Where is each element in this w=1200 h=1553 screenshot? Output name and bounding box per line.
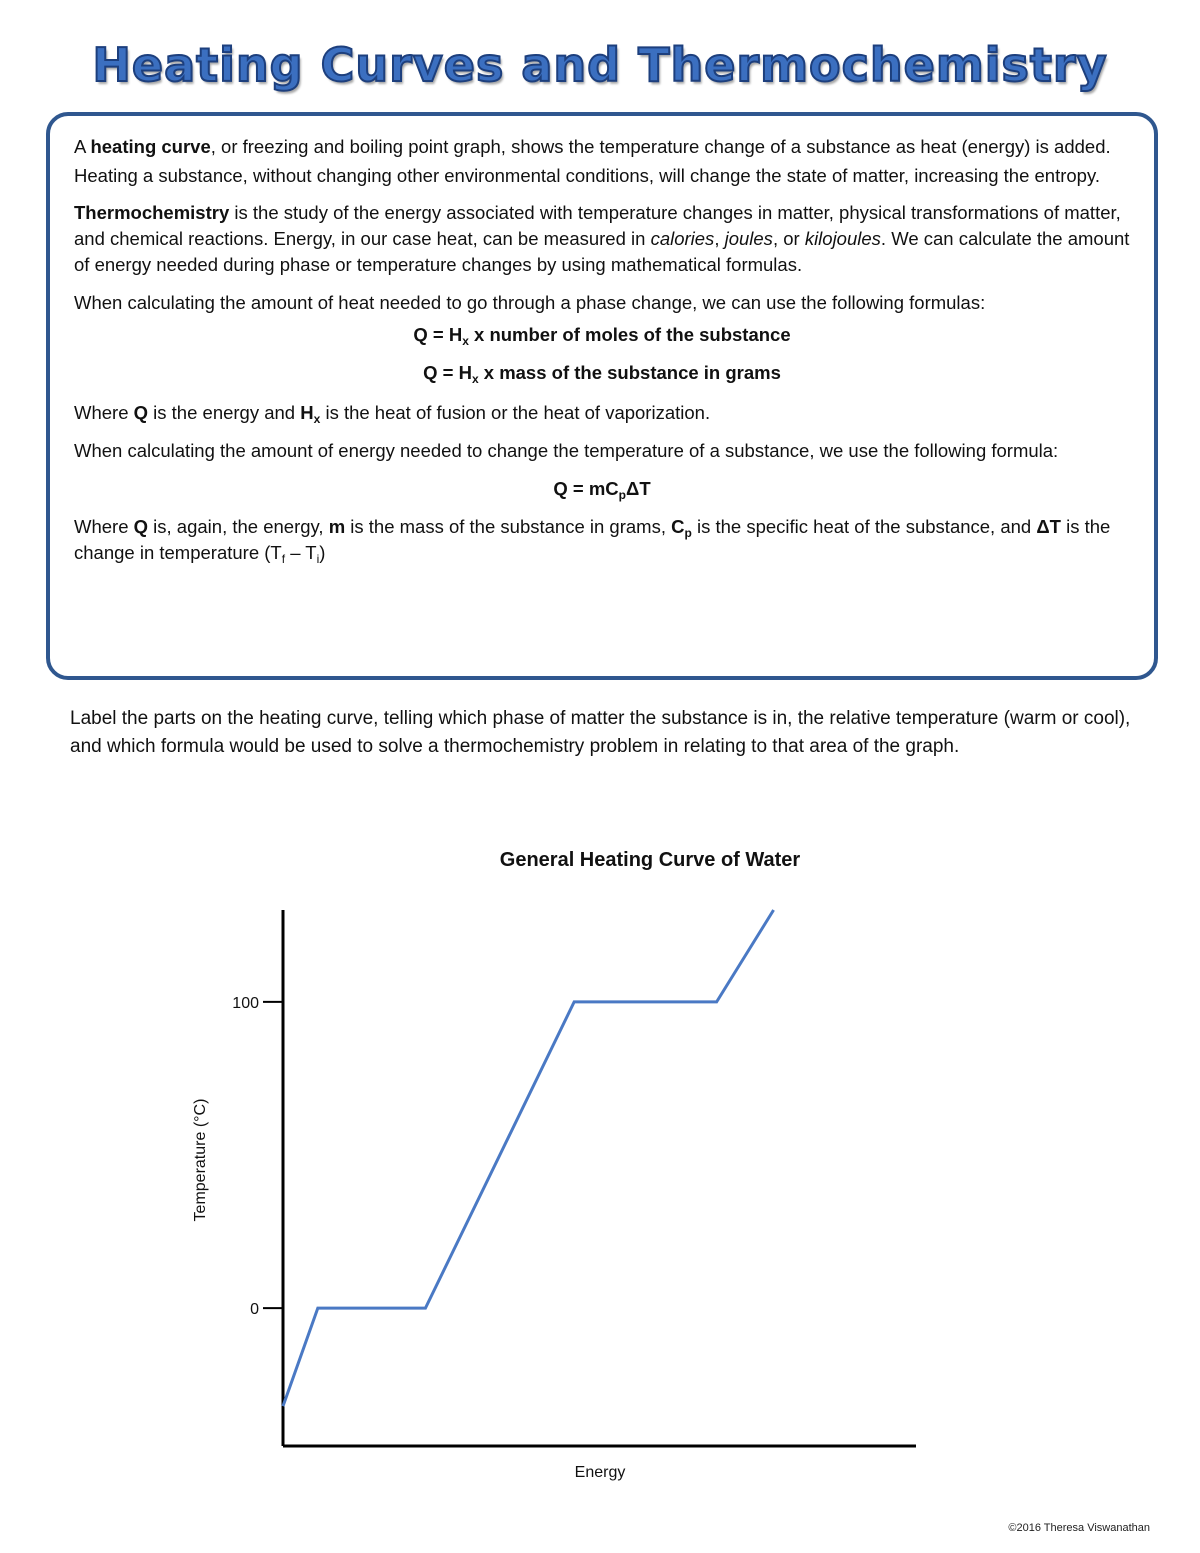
copyright-footer: ©2016 Theresa Viswanathan — [1008, 1522, 1150, 1534]
page-title: Heating Curves and Thermochemistry — [92, 38, 1108, 92]
chart-axes — [232, 910, 916, 1446]
curve-segment-3 — [425, 1002, 574, 1308]
x-axis-label: Energy — [574, 1464, 626, 1481]
heating-curve-chart — [0, 830, 1200, 1510]
info-box — [46, 112, 1158, 680]
phase-change-formulas — [74, 322, 1130, 386]
instructions-text: Label the parts on the heating curve, telling which phase of matter the substance is in, the relative temperature (warm or cool), and which formula would be used to solve a thermochemistry problem in relating to that area of the graph. — [70, 708, 1131, 757]
y-axis-label: Temperature (°C) — [192, 1098, 209, 1222]
curve-segment-5 — [717, 910, 774, 1002]
formula-moles: $Q = H_x$ x number of moles of the substance — [413, 324, 791, 348]
paragraph-variable-definitions: Where Q is, again, the energy, m is the mass of the substance in grams, $C_p$ is the specific heat of the substance, and ΔT is the change in temperature $(T_f - T_i)$ — [74, 516, 1111, 566]
term-thermochemistry: Thermochemistry — [74, 202, 230, 223]
curve-segment-1 — [283, 1308, 318, 1406]
chart-title: General Heating Curve of Water — [499, 849, 801, 871]
paragraph-thermochemistry: Thermochemistry is the study of the energy associated with temperature changes in matter, physical transformations of matter, and chemical reactions. Energy, in our case heat, can be measured in calories, joules, or kilojoules. We can calculate the amount of energy needed during phase or temperature changes by using mathematical formulas. — [74, 202, 1130, 275]
paragraph-phase-change: When calculating the amount of heat needed to go through a phase change, we can use the following formulas: — [74, 292, 986, 313]
paragraph-temperature-change: When calculating the amount of energy needed to change the temperature of a substance, we use the following formula: — [74, 440, 1059, 461]
formula-specific-heat: $Q = mC_p\Delta T$ — [553, 478, 651, 502]
y-tick-label-100: 100 — [232, 994, 259, 1012]
paragraph-heating-curve: A heating curve, or freezing and boiling point graph, shows the temperature change of a substance as heat (energy) is added. Heating a substance, without changing other environmental conditions, will change the state of matter, increasing the entropy. — [74, 136, 1111, 186]
term-heating-curve: heating curve — [90, 136, 211, 157]
chart-marks — [283, 910, 774, 1406]
y-tick-label-0: 0 — [250, 1301, 259, 1319]
paragraph-where-q: Where Q is the energy and $H_x$ is the heat of fusion or the heat of vaporization. — [74, 402, 711, 426]
series-line-0 — [283, 910, 774, 1406]
formula-grams: $Q = H_x$ x mass of the substance in grams — [423, 362, 781, 386]
